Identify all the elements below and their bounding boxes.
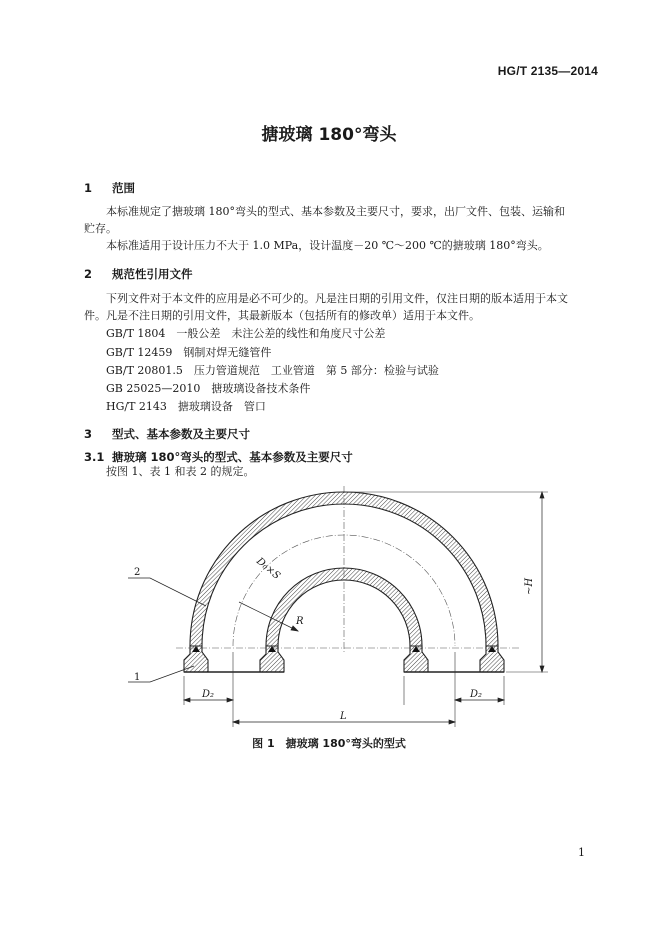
dim-d-s-label: D₀×S [254,555,283,582]
dim-d2-right-label: D₂ [470,689,483,700]
reference-item: HG/T 2143 搪玻璃设备 管口 [106,400,266,413]
section-1-para-1-line-1: 本标准规定了搪玻璃 180°弯头的型式、基本参数及主要尺寸，要求，出厂文件、包装、运输和 [106,205,565,218]
reference-item: GB/T 20801.5 压力管道规范 工业管道 第 5 部分：检验与试验 [106,364,439,377]
dim-d2-left-label: D₂ [202,689,215,700]
section-1-para-2: 本标准适用于设计压力不大于 1.0 MPa，设计温度－20 ℃～200 ℃的搪玻璃 180°弯头。 [106,239,549,252]
reference-item: GB/T 12459 钢制对焊无缝管件 [106,346,272,359]
section-1-para-1-line-2: 贮存。 [84,222,117,235]
section-1-number: 1 [84,181,93,195]
section-3-title: 型式、基本参数及主要尺寸 [112,427,250,441]
section-2-intro-line-2: 件。凡是不注日期的引用文件，其最新版本（包括所有的修改单）适用于本文件。 [84,309,480,322]
dim-h-label: ~H [524,577,535,595]
section-3-1-title: 搪玻璃 180°弯头的型式、基本参数及主要尺寸 [112,450,353,464]
flange-right [404,646,504,672]
reference-item: GB/T 1804 一般公差 未注公差的线性和角度尺寸公差 [106,327,386,340]
section-3-1-number: 3.1 [84,450,105,464]
section-3-number: 3 [84,427,93,441]
section-1-heading [84,180,135,196]
section-2-title: 规范性引用文件 [112,267,193,281]
section-3-1-text: 按图 1、表 1 和表 2 的规定。 [106,465,255,478]
section-3-heading [84,426,250,442]
figure-caption: 图 1 搪玻璃 180°弯头的型式 [252,737,406,750]
dim-r-label: R [296,616,304,627]
callout-2: 2 [134,567,141,578]
page-number: 1 [578,846,585,859]
section-2-number: 2 [84,267,93,281]
section-2-heading [84,266,193,282]
standard-code: HG/T 2135—2014 [497,64,598,78]
callout-1: 1 [134,672,141,683]
dim-l-label: L [340,711,347,722]
section-1-title: 范围 [112,181,135,195]
page-title: 搪玻璃 180°弯头 [261,125,397,145]
reference-item: GB 25025—2010 搪玻璃设备技术条件 [106,382,311,395]
flange-left [184,646,284,672]
section-2-intro-line-1: 下列文件对于本文件的应用是必不可少的。凡是注日期的引用文件，仅注日期的版本适用于本文 [106,292,568,305]
elbow-diagram [120,478,560,734]
